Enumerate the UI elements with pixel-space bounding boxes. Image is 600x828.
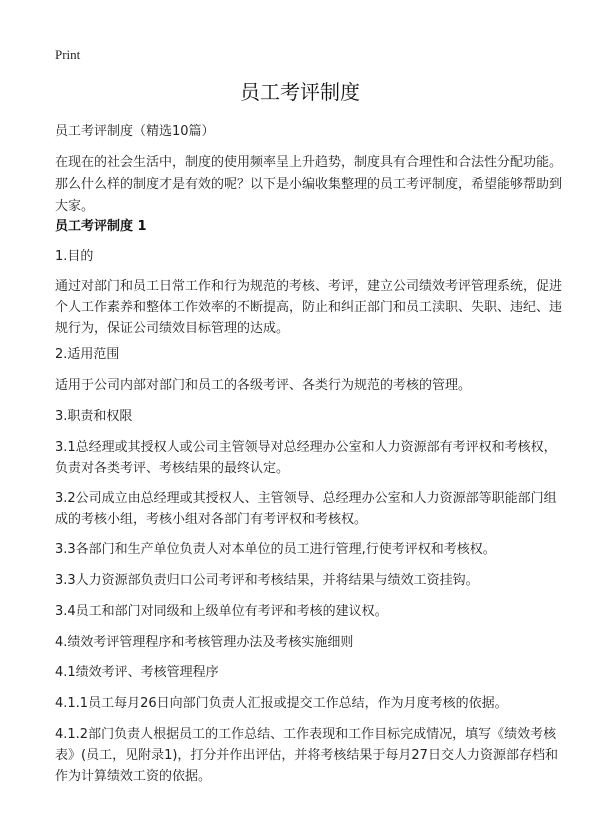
document-title: 员工考评制度: [240, 80, 360, 104]
paragraph-purpose-body: 通过对部门和员工日常工作和行为规范的考核、考评，建立公司绩效考评管理系统，促进个人工作素养和整体工作效率的不断提高，防止和纠正部门和员工渎职、失职、违纪、违规行为，保证公司绩效目标管理的达成。: [55, 279, 563, 336]
document-subtitle: 员工考评制度（精选10篇）: [55, 124, 215, 139]
paragraph-scope-body: 适用于公司内部对部门和员工的各级考评、各类行为规范的考核的管理。: [55, 378, 472, 393]
paragraph-4-heading: 4.绩效考评管理程序和考核管理办法及考核实施细则: [55, 635, 354, 650]
paragraph-4-1: 4.1绩效考评、考核管理程序: [55, 665, 219, 680]
paragraph-3-3b: 3.3人力资源部负责归口公司考评和考核结果，并将结果与绩效工资挂钩。: [55, 573, 479, 588]
paragraph-3-4: 3.4员工和部门对同级和上级单位有考评和考核的建议权。: [55, 604, 388, 619]
paragraph-3-1: 3.1总经理或其授权人或公司主管领导对总经理办公室和人力资源部有考评权和考核权，负责对各类考评、考核结果的最终认定。: [55, 440, 557, 476]
section-heading: 员工考评制度 1: [55, 219, 147, 234]
paragraph-scope-heading: 2.适用范围: [55, 347, 120, 362]
paragraph-4-1-1: 4.1.1员工每月26日向部门负责人汇报或提交工作总结，作为月度考核的依据。: [55, 696, 508, 711]
paragraph-4-1-2: 4.1.2部门负责人根据员工的工作总结、工作表现和工作目标完成情况，填写《绩效考核表》(员工，见附录1)，打分并作出评估，并将考核结果于每月27日交人力资源部存档和作为计算绩效工资的依据。: [55, 727, 558, 784]
paragraph-duties-heading: 3.职责和权限: [55, 409, 133, 424]
paragraph-purpose-heading: 1.目的: [55, 249, 94, 264]
print-label: Print: [55, 47, 81, 62]
paragraph-3-2: 3.2公司成立由总经理或其授权人、主管领导、总经理办公室和人力资源部等职能部门组成的考核小组，考核小组对各部门有考评权和考核权。: [55, 491, 557, 527]
intro-paragraph: 在现在的社会生活中，制度的使用频率呈上升趋势，制度具有合理性和合法性分配功能。那么什么样的制度才是有效的呢？以下是小编收集整理的员工考评制度，希望能够帮助到大家。: [55, 155, 563, 214]
paragraph-3-3a: 3.3各部门和生产单位负责人对本单位的员工进行管理,行使考评权和考核权。: [55, 542, 496, 557]
